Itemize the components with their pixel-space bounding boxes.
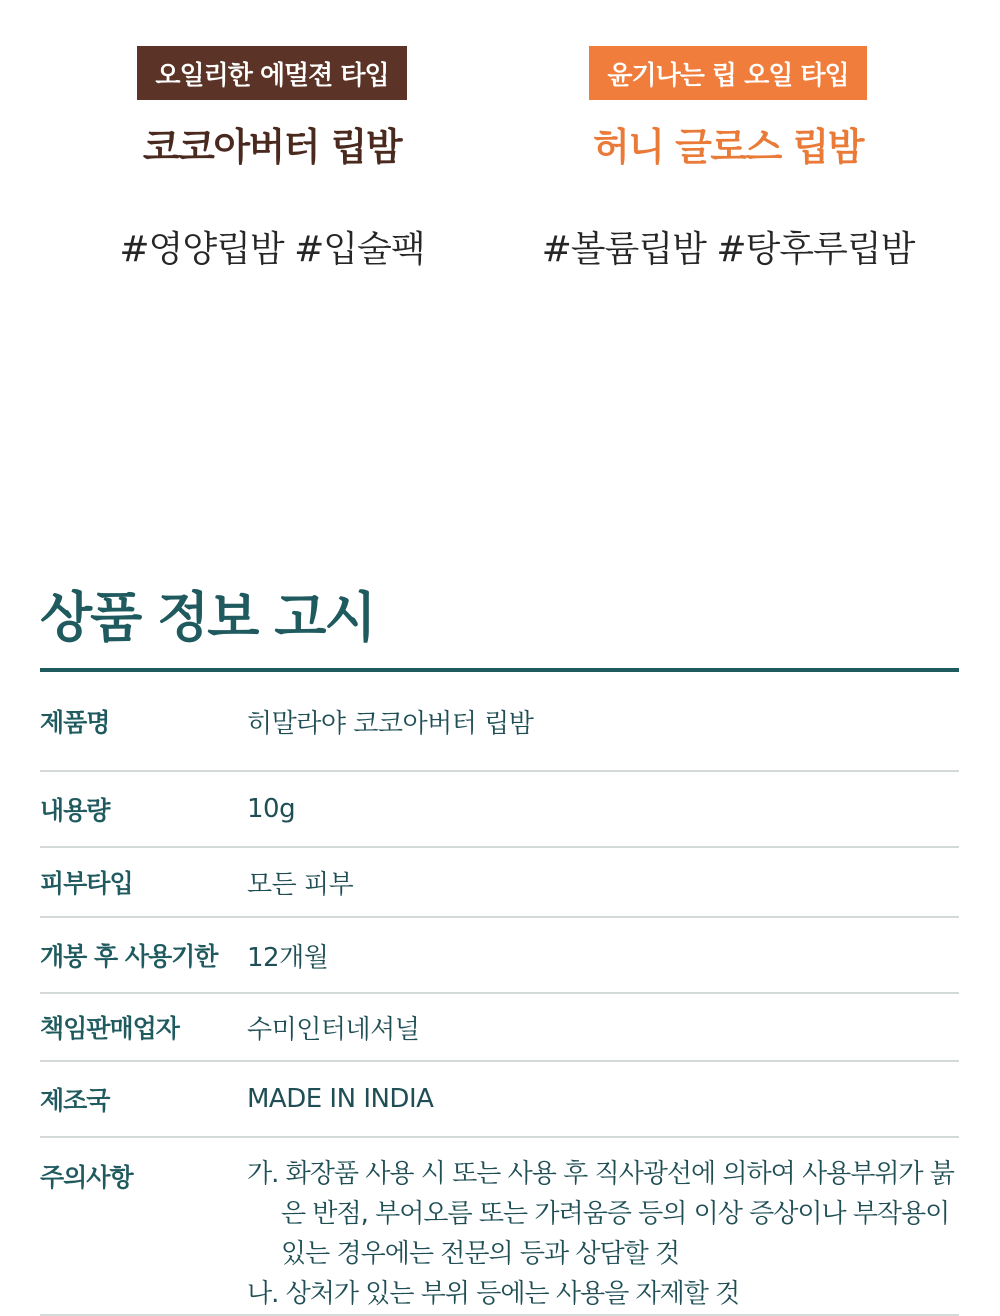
info-value: 히말라야 코코아버터 립밤 <box>247 672 959 771</box>
caution-item: 나. 상처가 있는 부위 등에는 사용을 자제할 것 <box>247 1279 740 1309</box>
info-label: 제품명 <box>40 672 247 771</box>
product-cocoa-butter <box>62 46 482 272</box>
section-title: 상품 정보 고시 <box>40 586 375 649</box>
info-label: 내용량 <box>40 771 247 847</box>
caution-item: 가. 화장품 사용 시 또는 사용 후 직사광선에 의하여 사용부위가 붉은 반점, 부어오름 또는 가려움증 등의 이상 증상이나 부작용이 있는 경우에는 전문의 등과 상담할 것 <box>247 1159 954 1269</box>
info-label: 개봉 후 사용기한 <box>40 917 247 993</box>
product-type-badge: 윤기나는 립 오일 타입 <box>589 46 866 100</box>
product-name: 허니 글로스 립밤 <box>593 125 863 169</box>
info-label: 책임판매업자 <box>40 993 247 1061</box>
info-label: 피부타입 <box>40 847 247 917</box>
info-row-volume <box>40 771 959 847</box>
info-row-skin-type <box>40 847 959 917</box>
info-label: 주의사항 <box>40 1137 247 1315</box>
info-value: 수미인터네셔널 <box>247 993 959 1061</box>
info-row-cautions <box>40 1137 959 1315</box>
info-row-product-name <box>40 672 959 771</box>
product-name: 코코아버터 립밤 <box>142 125 402 169</box>
product-type-badge: 오일리한 에멀젼 타입 <box>137 46 406 100</box>
product-honey-gloss <box>518 46 938 272</box>
product-hashtags: #볼륨립밤 #탕후루립밤 <box>541 229 915 270</box>
info-value: MADE IN INDIA <box>247 1061 959 1137</box>
info-row-distributor <box>40 993 959 1061</box>
info-label: 제조국 <box>40 1061 247 1137</box>
product-hashtags: #영양립밤 #입술팩 <box>119 229 425 270</box>
info-row-shelf-life <box>40 917 959 993</box>
info-value: 모든 피부 <box>247 847 959 917</box>
info-value: 12개월 <box>247 917 959 993</box>
info-table <box>40 672 959 1316</box>
info-value: 10g <box>247 771 959 847</box>
info-row-country <box>40 1061 959 1137</box>
product-info-notice <box>40 582 959 1316</box>
cautions-list <box>247 1137 959 1315</box>
